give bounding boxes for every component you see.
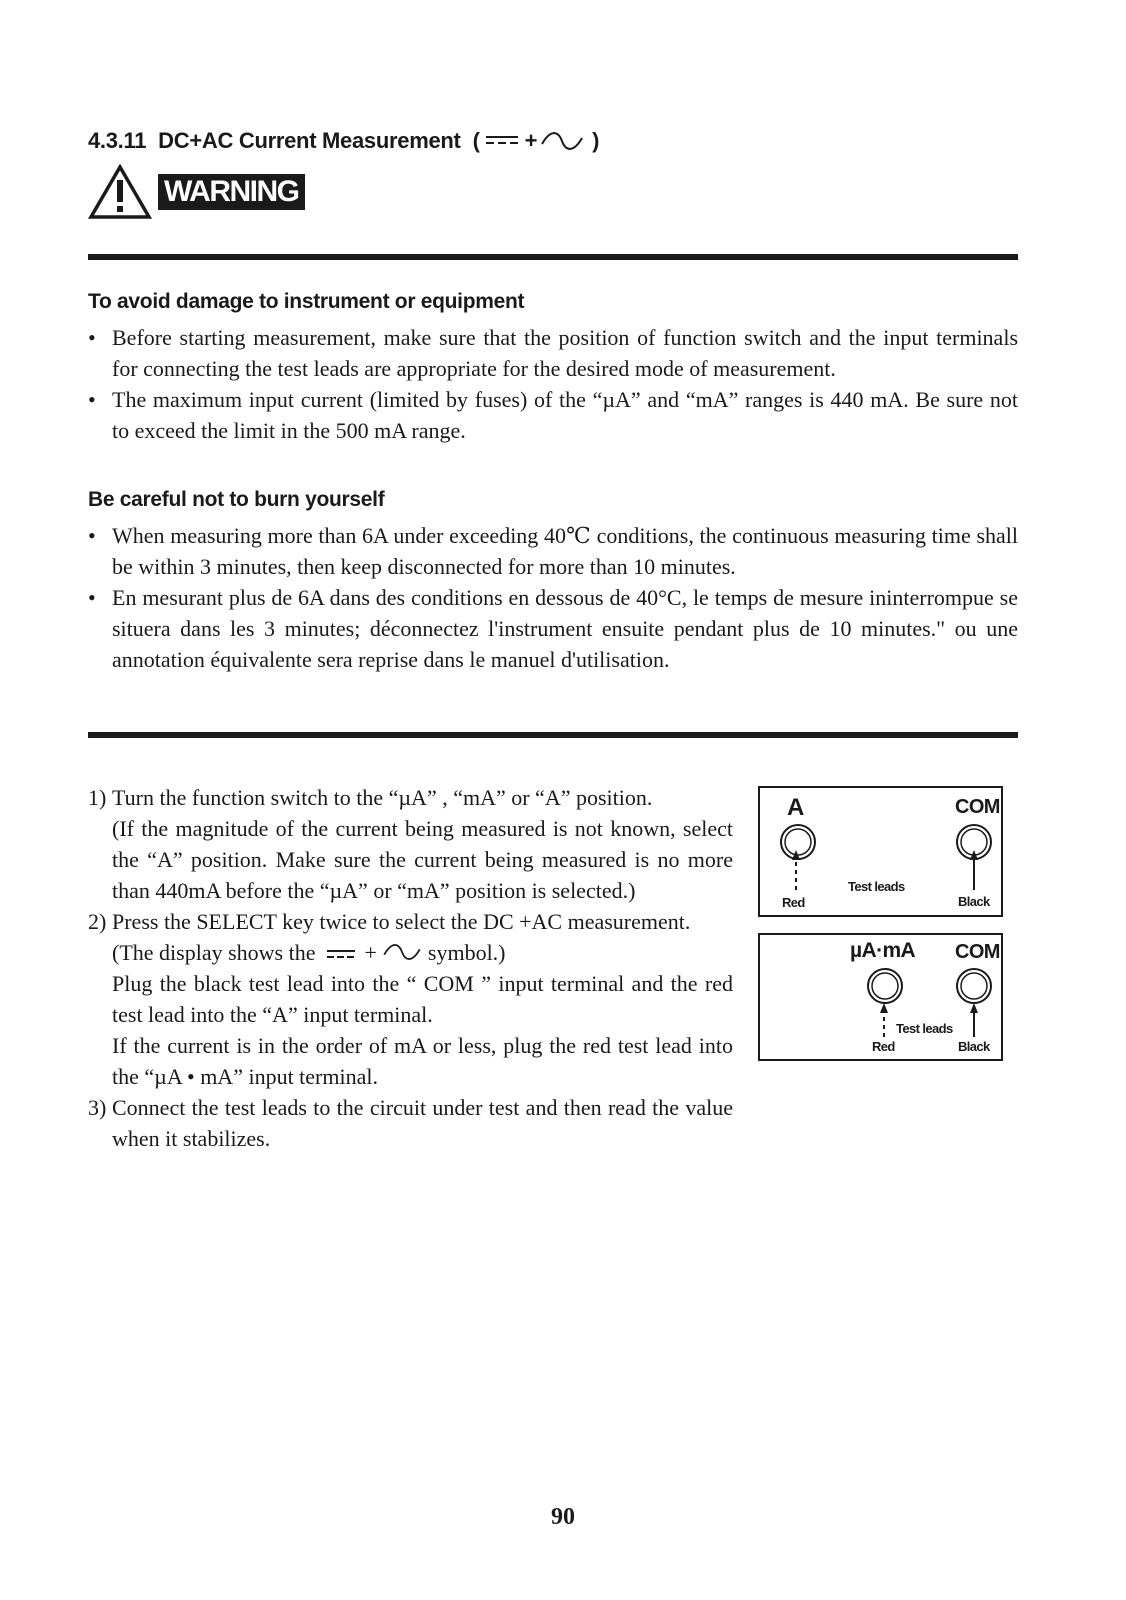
warning-label: WARNING xyxy=(158,174,305,210)
terminal-diagram-ua-ma xyxy=(758,933,1003,1061)
terminal-ua-ma-label: µA·mA xyxy=(850,939,916,962)
list-item: • The maximum input current (limited by fuses) of the “µA” and “mA” ranges is 440 mA. Be sure not to exceed the limit in the 500 mA range. xyxy=(88,384,1018,446)
red-lead-label: Red xyxy=(782,895,805,910)
warning-triangle-icon xyxy=(88,164,152,220)
top-rule xyxy=(88,254,1018,260)
warning-banner xyxy=(88,164,305,220)
terminal-a-label: A xyxy=(787,794,804,821)
step-3: 3) Connect the test leads to the circuit under test and then read the value when it stabilizes. xyxy=(88,1095,733,1151)
ac-sine-icon xyxy=(540,132,584,150)
damage-bullets xyxy=(88,322,1018,446)
ac-sine-icon xyxy=(382,944,422,960)
test-leads-label: Test leads xyxy=(896,1021,953,1036)
section-title-text: DC+AC Current Measurement xyxy=(158,128,461,153)
bottom-rule xyxy=(88,732,1018,738)
section-number: 4.3.11 xyxy=(88,128,147,153)
terminal-com-label: COM xyxy=(955,941,1000,963)
dc-symbol-icon xyxy=(486,136,518,146)
black-lead-label: Black xyxy=(958,894,990,909)
page-number: 90 xyxy=(551,1504,575,1530)
list-item: • When measuring more than 6A under exceeding 40℃ conditions, the continuous measuring time shall be within 3 minutes, then keep disconnected for more than 10 minutes. xyxy=(88,520,1018,582)
display-symbol-line: (The display shows the + symbol.) xyxy=(112,940,506,965)
black-lead-label: Black xyxy=(958,1039,990,1054)
step-1: 1) Turn the function switch to the “µA” , “mA” or “A” position. (If the magnitude of the current being measured is not known, select the “A” position. Make sure the current being measured is no more than 440mA before the “µA” or “mA” position is selected.) xyxy=(88,785,733,903)
procedure-steps xyxy=(88,782,733,1154)
list-item: • En mesurant plus de 6A dans des conditions en dessous de 40°C, le temps de mesure ininterrompue se situera dans les 3 minutes; déconnectez l'instrument ensuite pendant plus de 10 minutes." ou une annotation équivalente sera reprise dans le manuel d'utilisation. xyxy=(88,582,1018,675)
dc-symbol-icon xyxy=(327,950,355,960)
test-leads-label: Test leads xyxy=(848,879,905,894)
section-title: 4.3.11 DC+AC Current Measurement ( + ) xyxy=(88,128,600,153)
list-item: • Before starting measurement, make sure that the position of function switch and the input terminals for connecting the test leads are appropriate for the desired mode of measurement. xyxy=(88,322,1018,384)
step-2: 2) Press the SELECT key twice to select the DC +AC measurement. (The display shows the + symbol.) Plug the black test lead into the “ COM ” input terminal and the red test lead into the “A” input terminal. If the current is in the order of mA or less, plug the red test lead into the “µA • mA” input terminal. xyxy=(88,909,733,1089)
burn-bullets xyxy=(88,520,1018,675)
terminal-diagram-a xyxy=(758,786,1003,917)
burn-heading: Be careful not to burn yourself xyxy=(88,488,385,511)
terminal-com-label: COM xyxy=(955,796,1000,818)
red-lead-label: Red xyxy=(872,1039,895,1054)
damage-heading: To avoid damage to instrument or equipment xyxy=(88,290,525,313)
